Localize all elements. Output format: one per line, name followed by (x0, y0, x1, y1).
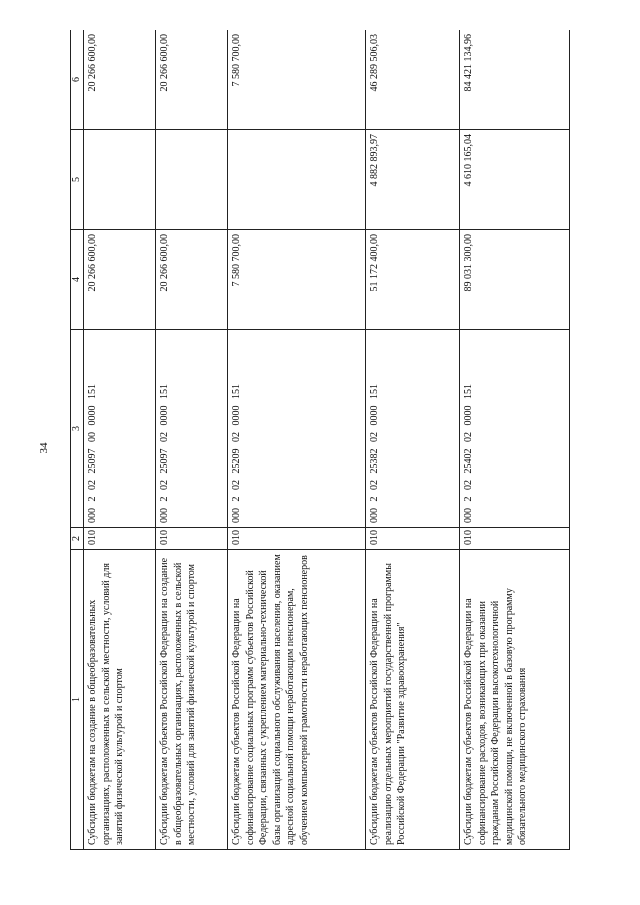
table-row (228, 30, 366, 850)
row-col-6: 20 266 600,00 (84, 30, 156, 130)
rotated-table-container (70, 30, 570, 850)
row-class-code: 000 2 02 25382 02 0000 151 (366, 330, 460, 528)
row-class-code: 000 2 02 25097 02 0000 151 (156, 330, 228, 528)
row-code: 010 (366, 528, 460, 550)
row-code: 010 (460, 528, 570, 550)
row-col-5 (84, 130, 156, 230)
row-code: 010 (84, 528, 156, 550)
header-col-4: 4 (71, 230, 84, 330)
row-name: Субсидии бюджетам на создание в общеобразовательных организациях, расположенных в сельской местности, условий для занятий физической культурой и спортом (84, 550, 156, 850)
table-sheet (70, 30, 570, 850)
row-code: 010 (228, 528, 366, 550)
row-col-5 (228, 130, 366, 230)
budget-table (70, 30, 570, 850)
row-col-6: 46 289 506,03 (366, 30, 460, 130)
row-class-code: 000 2 02 25097 00 0000 151 (84, 330, 156, 528)
row-col-5: 4 610 165,04 (460, 130, 570, 230)
row-col-4: 20 266 600,00 (156, 230, 228, 330)
page-number: 34 (38, 442, 50, 454)
row-col-4: 51 172 400,00 (366, 230, 460, 330)
header-col-1: 1 (71, 550, 84, 850)
row-col-6: 84 421 134,96 (460, 30, 570, 130)
header-col-6: 6 (71, 30, 84, 130)
table-row (156, 30, 228, 850)
header-col-2: 2 (71, 528, 84, 550)
table-row (84, 30, 156, 850)
header-col-5: 5 (71, 130, 84, 230)
row-class-code: 000 2 02 25209 02 0000 151 (228, 330, 366, 528)
row-name: Субсидии бюджетам субъектов Российской Федерации на создание в общеобразовательных организациях, расположенных в сельской местности, условий для занятий физической культурой и спортом (156, 550, 228, 850)
row-name: Субсидии бюджетам субъектов Российской Федерации на софинансирование расходов, возникающих при оказании гражданам Российской Федерации высокотехнологичной медицинской помощи, не включенной в базовую программу обязательного медицинского страхования (460, 550, 570, 850)
row-name: Субсидии бюджетам субъектов Российской Федерации на реализацию отдельных мероприятий государственной программы Российской Федерации "Развитие здравоохранения" (366, 550, 460, 850)
row-col-6: 20 266 600,00 (156, 30, 228, 130)
table-header-row (71, 30, 84, 850)
row-code: 010 (156, 528, 228, 550)
row-name: Субсидии бюджетам субъектов Российской Федерации на софинансирование социальных программ субъектов Российской Федерации, связанных с укреплением материально-технической базы организаций социального обслуживания населения, оказанием адресной социальной помощи неработающим пенсионерам, обучением компьютерной грамотности неработающих пенсионеров (228, 550, 366, 850)
row-col-5: 4 882 893,97 (366, 130, 460, 230)
table-row (366, 30, 460, 850)
header-col-3: 3 (71, 330, 84, 528)
row-col-4: 20 266 600,00 (84, 230, 156, 330)
row-class-code: 000 2 02 25402 02 0000 151 (460, 330, 570, 528)
table-row (460, 30, 570, 850)
row-col-5 (156, 130, 228, 230)
row-col-4: 7 580 700,00 (228, 230, 366, 330)
row-col-4: 89 031 300,00 (460, 230, 570, 330)
row-col-6: 7 580 700,00 (228, 30, 366, 130)
